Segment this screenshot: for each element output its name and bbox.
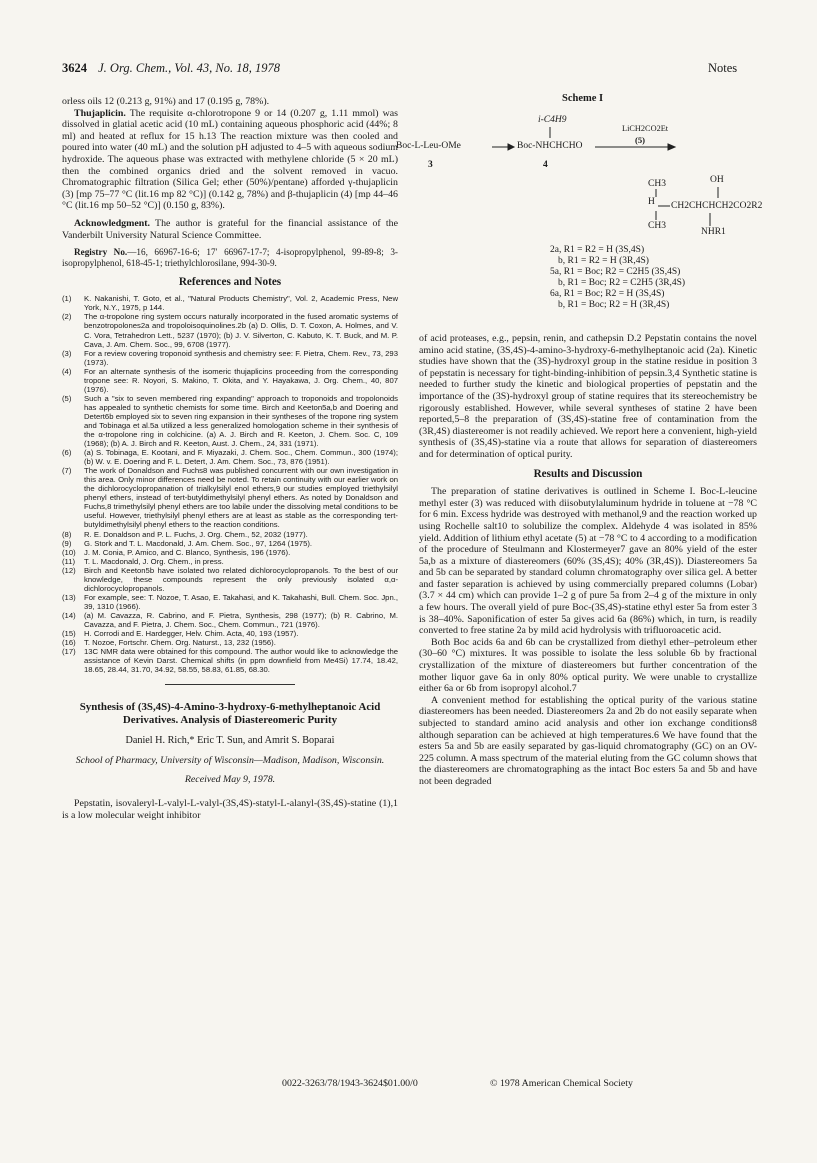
results-paragraph-2: Both Boc acids 6a and 6b can be crystallized from diethyl ether–petroleum ether (30–60 °C) mixtures. It was possible to isolate the less soluble 6b by fractional crystallization of the mixture of diastereomers but further concentration of the mother liquor gave 6a in only 80% optical purity. We were unable to crystallize either 6a or 6b from isopropyl alcohol.7 <box>419 636 757 695</box>
reference-text: T. L. Macdonald, J. Org. Chem., in press. <box>84 556 224 566</box>
statine-intro-paragraph: of acid proteases, e.g., pepsin, renin, and cathepsin D.2 Pepstatin contains the novel amino acid statine, (3S,4S)-4-amino-3-hydroxy-6-methylheptanoic acid (2a). Kinetic studies have shown that the (3S)-hydroxyl group in the statine residue in position 3 of pepstatin is necessary for tight-binding-inhibition of pepsin.3,4 Synthetic statine is needed to further study the kinetic and biological properties of pepstatin and the importance of the (3S)-hydroxyl group of statine requires that its stereochemistry be rigorously established. However, while several syntheses of statine 2 have been reported,5–8 the preparation of (3S,4S)-statine free of contamination from the (3R,4S) diastereomer is not readily achieved. We report here a convenient, high-yield synthesis of (3S,4S)-statine via a route that allows for separation of diastereomers and for determination of optical purity. <box>419 333 757 460</box>
reference-number: (4) <box>62 366 72 376</box>
compound-4-number: 4 <box>543 160 548 170</box>
chain-label: CH2CHCHCH2CO2R2 <box>671 201 763 211</box>
legend-entry: b, R1 = Boc; R2 = C2H5 (3R,4S) <box>558 277 686 288</box>
results-paragraph-1: The preparation of statine derivatives is outlined in Scheme I. Boc-L-leucine methyl ester (3) was reduced with diisobutylaluminum hydride in toluene at −78 °C for 6 min. Excess hydride was destroyed with methanol,9 and the reaction worked up using Rochelle salt10 to solubilize the complex. Aldehyde 4 was isolated in 85% yield. Addition of lithium ethyl acetate (5) at −78 °C to 4 according to a modification of the procedure of Steulmann and Klostermeyer7 gave an 80% yield of the ester 5a,b as a mixture of diastereomers (60% (3S,4S); 40% (3R,4S)). Diastereomers 5a and 5b can be separated by standard column chromatography over silica gel. A better and faster separation is achieved by using commercially prepared columns (Lobar) (3.7 × 44 cm) which can provide 1–2 g of pure 5a from 2–4 g of the mixture in only a few hours. The overall yield of pure Boc-(3S,4S)-statine ethyl ester 5a from ester 3 is 38–40%. Saponification of ester 5a gives acid 6a (86%) which, in turn, is readily converted to free statine 2a by mild acid hydrolysis with trifluoroacetic acid. <box>419 486 757 637</box>
methyl-bottom-label: CH3 <box>648 221 666 231</box>
compound-4-label: Boc-NHCHCHO <box>517 141 583 151</box>
reference-number: (1) <box>62 294 72 304</box>
reference-list <box>62 294 398 674</box>
reference-item <box>62 466 398 529</box>
intro-paragraph: Pepstatin, isovaleryl-L-valyl-L-valyl-(3S,4S)-statyl-L-alanyl-(3S,4S)-statine (1),1 is a low molecular weight inhibitor <box>62 798 398 821</box>
reference-text: 13C NMR data were obtained for this compound. The author would like to acknowledge the assistance of Kevin Darst. Chemical shifts (in ppm downfield from Me4Si) 17.74, 18.42, 18.65, 28.44, 31.70, 34.92, 58.55, 58.83, 61.85, 68.30. <box>84 647 398 675</box>
reference-number: (2) <box>62 312 72 322</box>
reagent-number: (5) <box>635 135 646 145</box>
reagent-label: LiCH2CO2Et <box>622 124 669 133</box>
legend-entry: b, R1 = R2 = H (3R,4S) <box>558 255 649 266</box>
running-header <box>62 61 280 76</box>
continued-paragraph: orless oils 12 (0.213 g, 91%) and 17 (0.195 g, 78%). <box>62 96 270 107</box>
footer-copyright: © 1978 American Chemical Society <box>490 1078 633 1089</box>
reference-number: (7) <box>62 466 72 476</box>
reference-text: For an alternate synthesis of the isomeric thujaplicins proceeding from the corresponding tropone see: R. Noyori, S. Makino, T. Okita, and Y. Hayakawa, J. Org. Chem., 40, 807 (1976). <box>84 366 398 394</box>
legend-entry: 6a, R1 = Boc; R2 = H (3S,4S) <box>550 288 665 299</box>
reference-text: Birch and Keeton5b have isolated two related dichlorocyclopropanols. To the best of our knowledge, these compounds represent the only previously isolated α,α-dichlorocyclopropanols. <box>84 565 398 593</box>
thujaplicin-body: The requisite α-chlorotropone 9 or 14 (0.207 g, 1.11 mmol) was dissolved in glatial acetic acid (10 mL) containing aqueous phosphoric acid (44%; 8 ml) and heated at reflux for 15 h.13 The reaction mixture was then cooled and poured into water (40 mL) and the solution pH adjusted to 4–5 with aqueous sodium hydroxide. The aqueous phase was extracted with methylene chloride (5 × 20 mL) then the combined organics dried and the solvent removed in vacuo. Chromatographic filtration (Silica Gel; ether (50%)/pentane) afforded γ-thujaplicin (3) [mp 75–77 °C (lit.16 mp 82 °C)] (0.142 g, 78%) and β-thujaplicin (4) [mp 44–46 °C (lit.16 mp 50–52 °C)] (0.150 g, 83%). <box>62 107 398 212</box>
reference-text: (a) S. Tobinaga, E. Kootani, and F. Miyazaki, J. Chem. Soc., Chem. Commun., 300 (1974); (b) W. v. E. Doering and F. L. Detert, J. Am. Chem. Soc., 73, 876 (1951). <box>84 448 398 467</box>
registry-paragraph <box>62 247 398 269</box>
reference-number: (12) <box>62 565 76 575</box>
reference-item <box>62 294 398 312</box>
legend-entry: 5a, R1 = Boc; R2 = C2H5 (3S,4S) <box>550 266 681 277</box>
thujaplicin-paragraph <box>62 108 398 212</box>
registry-heading: Registry No. <box>74 247 128 258</box>
reference-item <box>62 394 398 448</box>
reference-number: (14) <box>62 610 76 620</box>
reference-number: (9) <box>62 538 72 548</box>
amine-label: NHR1 <box>701 227 726 237</box>
footer-code: 0022-3263/78/1943-3624$01.00/0 <box>282 1078 418 1089</box>
acknowledgment-paragraph <box>62 218 398 241</box>
article-affiliation: School of Pharmacy, University of Wisconsin—Madison, Madison, Wisconsin. <box>75 754 385 766</box>
reference-text: H. Corrodi and E. Hardegger, Helv. Chim. Acta, 40, 193 (1957). <box>84 629 299 639</box>
article-authors: Daniel H. Rich,* Eric T. Sun, and Amrit S. Boparai <box>125 735 335 747</box>
methyl-top-label: CH3 <box>648 179 666 189</box>
reference-text: The α-tropolone ring system occurs naturally incorporated in the fused aromatic systems of benzotropolones2a and tropoloisoquinolines.2b (a) D. Ollis, D. T. Coxon, A. Holmes, and V. C. Vora, Tetrahedron Lett., 5237 (1970); (b) J. V. Silverton, C. Kabuto, K. T. Buck, and M. P. Cava, J. Am. Chem. Soc., 99, 6708 (1977). <box>84 312 398 349</box>
results-heading: Results and Discussion <box>533 467 643 480</box>
registry-body: —16, 66967-16-6; 17′ 66967-17-7; 4-isopropylphenol, 99-89-8; 3-isopropylphenol, 618-45-1; triethylchlorosilane, 994-30-9. <box>62 247 398 268</box>
reference-text: For example, see: T. Nozoe, T. Asao, E. Takahasi, and K. Takahashi, Bull. Chem. Soc. Jpn., 39, 1310 (1966). <box>84 592 398 611</box>
reference-number: (8) <box>62 529 72 539</box>
reference-item <box>62 367 398 394</box>
acknowledgment-heading: Acknowledgment. <box>74 217 150 229</box>
reference-number: (10) <box>62 547 76 557</box>
reference-number: (15) <box>62 629 76 639</box>
results-paragraph-3: A convenient method for establishing the optical purity of the various statine diastereomers has been needed. Diastereomers 2a and 2b do not easily separate when subjected to standard amino acid analysis and other ion exchange conditions8 although separation can be achieved at high temperatures.6 We have found that the esters 5a and 5b are easily separated by gas-liquid chromatography (GC) on an OV-225 column. A mass spectrum of the material eluting from the GC column shows that the diastereomers are chromatographing as the intact Boc esters 5a and 5b and have not been degraded <box>419 694 757 787</box>
journal-citation: J. Org. Chem., Vol. 43, No. 18, 1978 <box>98 61 280 75</box>
scheme-title: Scheme I <box>562 93 604 104</box>
reference-text: R. E. Donaldson and P. L. Fuchs, J. Org. Chem., 52, 2032 (1977). <box>84 529 308 539</box>
reference-number: (16) <box>62 638 76 648</box>
reference-item <box>62 349 398 367</box>
reference-text: (a) M. Cavazza, R. Cabrino, and F. Pietra, Synthesis, 298 (1977); (b) R. Cabrino, M. Cavazza, and F. Pietra, J. Chem. Soc., Chem. Commun., 721 (1976). <box>84 610 398 629</box>
reference-text: J. M. Conia, P. Amico, and C. Blanco, Synthesis, 196 (1976). <box>84 547 291 557</box>
reference-text: The work of Donaldson and Fuchs8 was published concurrent with our own investigation in this area. Only minor differences need be noted. To retain continuity with our earlier work on the dichlorocyclopropanation of trialkylsilyl enol ethers,9 our studies employed triethylsilyl phenyl ethers, instead of tert-butyldimethylsilyl phenyl ethers. As noted by Donaldson and Fuchs,8 trimethylsilyl phenyl ethers are too labile under the dissolving metal conditions to be useful. However, triethylsilyl phenyl ethers are at least as stable as the corresponding tert-butyldimethylsilyl phenyl ethers to the reaction conditions. <box>84 466 398 530</box>
reference-item <box>62 539 398 548</box>
reference-number: (13) <box>62 592 76 602</box>
reference-number: (5) <box>62 393 72 403</box>
isobutyl-label: i-C4H9 <box>538 115 567 125</box>
reference-text: G. Stork and T. L. Macdonald, J. Am. Chem. Soc., 97, 1264 (1975). <box>84 538 313 548</box>
reference-item <box>62 647 398 674</box>
compound-3-label: Boc-L-Leu-OMe <box>396 141 461 151</box>
reference-item <box>62 629 398 638</box>
legend-entry: 2a, R1 = R2 = H (3S,4S) <box>550 245 645 255</box>
reference-number: (3) <box>62 348 72 358</box>
arrow-2-head <box>668 144 675 150</box>
reference-item <box>62 312 398 348</box>
reference-number: (17) <box>62 647 76 657</box>
reference-item <box>62 593 398 611</box>
right-column <box>419 333 757 788</box>
left-column <box>62 96 398 821</box>
page-number: 3624 <box>62 61 87 75</box>
section-label: Notes <box>708 61 738 75</box>
reference-item <box>62 566 398 593</box>
reference-item <box>62 548 398 557</box>
reference-text: K. Nakanishi, T. Goto, et al., "Natural Products Chemistry", Vol. 2, Academic Press, New York, N.Y., 1975, p 144. <box>84 294 398 313</box>
reference-item <box>62 530 398 539</box>
arrow-1-head <box>508 144 514 150</box>
reference-number: (11) <box>62 556 76 566</box>
received-date: Received May 9, 1978. <box>184 774 276 786</box>
reference-text: T. Nozoe, Fortschr. Chem. Org. Naturst., 13, 232 (1956). <box>84 638 276 648</box>
scheme-figure <box>390 93 770 328</box>
reference-item <box>62 557 398 566</box>
compound-legend <box>550 245 685 310</box>
article-title: Synthesis of (3S,4S)-4-Amino-3-hydroxy-6-methylheptanoic Acid Derivatives. Analysis of Diastereomeric Purity <box>79 701 381 727</box>
thujaplicin-heading: Thujaplicin. <box>74 107 126 119</box>
reference-item <box>62 611 398 629</box>
reference-text: For a review covering troponoid synthesis and chemistry see: F. Pietra, Chem. Rev., 73, 293 (1973). <box>84 348 398 367</box>
compound-3-number: 3 <box>428 160 433 170</box>
hydroxyl-label: OH <box>710 175 724 185</box>
reference-item <box>62 448 398 466</box>
legend-entry: b, R1 = Boc; R2 = H (3R,4S) <box>558 299 670 310</box>
hydrogen-label: H <box>648 197 655 207</box>
acknowledgment-body: The author is grateful for the financial assistance of the Vanderbilt University Natural Science Committee. <box>62 217 398 241</box>
reference-number: (6) <box>62 448 72 458</box>
reference-item <box>62 638 398 647</box>
reference-text: Such a "six to seven membered ring expanding" approach to troponoids and tropolonoids has appealed to synthetic chemists for some time. Birch and Keeton5a,b and Doering and Detert6b employed six to seven ring expansion in their syntheses of the tropone ring system and Tobinaga et al.5a utilized a less generalized homologation scheme in their synthesis of the α-tropolone ring in colchicine. (a) A. J. Birch and R. Keeton, J. Chem. Soc. C, 109 (1968); (b) A. J. Birch and R. Keeton, Aust. J. Chem., 24, 331 (1971). <box>84 393 398 449</box>
section-divider <box>165 684 295 685</box>
references-heading: References and Notes <box>178 275 282 288</box>
